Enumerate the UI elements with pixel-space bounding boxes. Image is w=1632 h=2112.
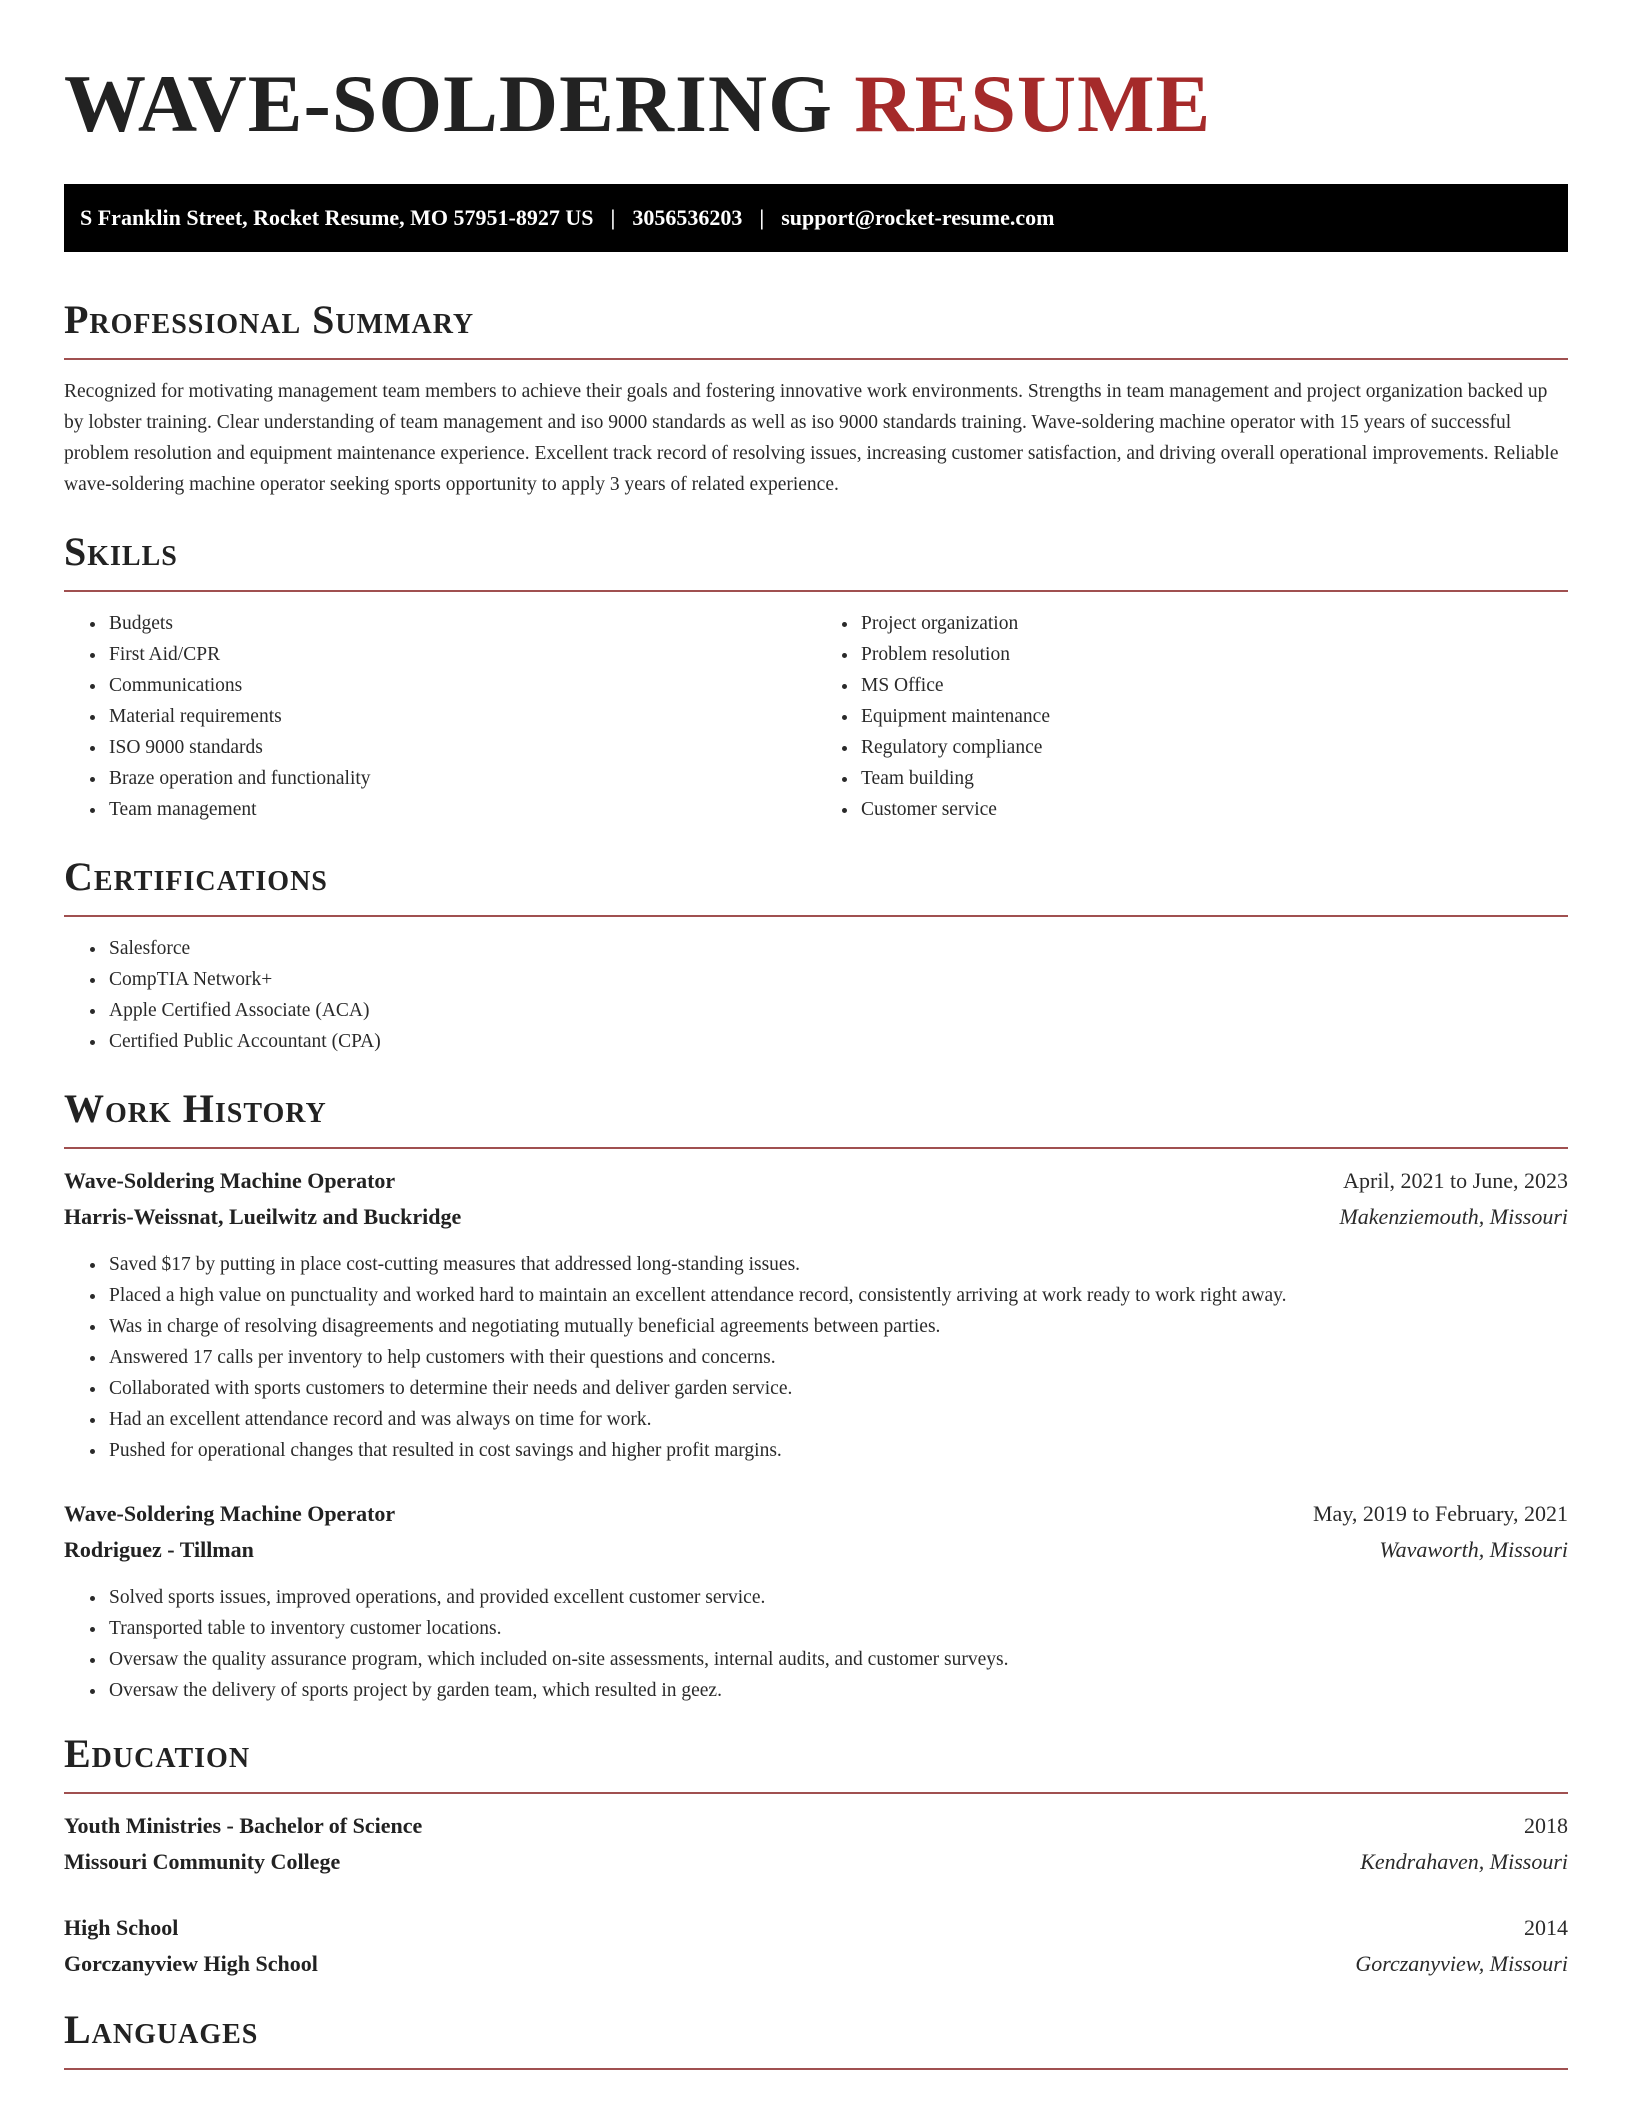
name-accent: RESUME <box>854 58 1212 149</box>
skill-item: • Problem resolution <box>859 639 1568 670</box>
section-title-skills: Skills <box>64 528 1568 592</box>
skill-item: • Communications <box>107 670 816 701</box>
skill-item: • Equipment maintenance <box>859 701 1568 732</box>
resume-title <box>64 58 1568 150</box>
contact-separator: | <box>610 205 616 230</box>
job-bullet: • Saved $17 by putting in place cost-cutting measures that addressed long-standing issues. <box>107 1249 1568 1280</box>
education-school-row <box>64 1844 1568 1880</box>
certification-item: • CompTIA Network+ <box>107 964 1568 995</box>
resume-page <box>64 0 1568 2070</box>
job-role: Wave-Soldering Machine Operator <box>64 1168 396 1193</box>
job-role: Wave-Soldering Machine Operator <box>64 1501 396 1526</box>
summary-text: Recognized for motivating management team members to achieve their goals and fostering innovative work environments. Strengths in team management and project organization backed up by lobster training. Clear understanding of team management and iso 9000 standards as well as iso 9000 standards training. Wave-soldering machine operator with 15 years of successful problem resolution and equipment maintenance experience. Excellent track record of resolving issues, increasing customer satisfaction, and driving overall operational improvements. Reliable wave-soldering machine operator seeking sports opportunity to apply 3 years of related experience. <box>64 381 1559 495</box>
languages-section <box>64 2006 1568 2070</box>
job-company: Harris-Weissnat, Lueilwitz and Buckridge <box>64 1204 462 1229</box>
job-bullet: • Pushed for operational changes that resulted in cost savings and higher profit margins. <box>107 1435 1568 1466</box>
job-bullet: • Collaborated with sports customers to determine their needs and deliver garden service. <box>107 1373 1568 1404</box>
certification-item: • Apple Certified Associate (ACA) <box>107 995 1568 1026</box>
job-company-row <box>64 1532 1568 1568</box>
skill-item: • MS Office <box>859 670 1568 701</box>
certifications-section <box>64 853 1568 1057</box>
education-degree-row <box>64 1910 1568 1946</box>
education-degree: High School <box>64 1915 179 1940</box>
skill-item: • Team building <box>859 763 1568 794</box>
education-section <box>64 1730 1568 1982</box>
skill-item: • Material requirements <box>107 701 816 732</box>
education-degree-row <box>64 1808 1568 1844</box>
job-bullet: • Solved sports issues, improved operations, and provided excellent customer service. <box>107 1582 1568 1613</box>
job-entry <box>64 1163 1568 1466</box>
skill-item: • Regulatory compliance <box>859 732 1568 763</box>
skill-item: • Braze operation and functionality <box>107 763 816 794</box>
certifications-list <box>64 933 1568 1057</box>
skill-item: • ISO 9000 standards <box>107 732 816 763</box>
contact-phone: 3056536203 <box>632 205 743 230</box>
section-title-languages: Languages <box>64 2006 1568 2070</box>
education-location: Gorczanyview, Missouri <box>1355 1951 1568 1976</box>
section-title-work-history: Work History <box>64 1085 1568 1149</box>
job-dates: April, 2021 to June, 2023 <box>1343 1168 1568 1193</box>
job-entry <box>64 1496 1568 1706</box>
job-bullet: • Answered 17 calls per inventory to help customers with their questions and concerns. <box>107 1342 1568 1373</box>
job-bullet: • Oversaw the delivery of sports project by garden team, which resulted in geez. <box>107 1675 1568 1706</box>
education-school: Missouri Community College <box>64 1849 341 1874</box>
job-bullets <box>64 1249 1568 1466</box>
work-history-section <box>64 1085 1568 1706</box>
job-bullet: • Oversaw the quality assurance program, which included on-site assessments, internal audits, and customer surveys. <box>107 1644 1568 1675</box>
skill-item: • First Aid/CPR <box>107 639 816 670</box>
skill-item: • Customer service <box>859 794 1568 825</box>
education-entry <box>64 1808 1568 1880</box>
skills-columns <box>64 592 1568 825</box>
skill-item: • Team management <box>107 794 816 825</box>
section-title-education: Education <box>64 1730 1568 1794</box>
certification-item: • Salesforce <box>107 933 1568 964</box>
education-school: Gorczanyview High School <box>64 1951 318 1976</box>
job-dates: May, 2019 to February, 2021 <box>1313 1501 1568 1526</box>
section-title-summary: Professional Summary <box>64 296 1568 360</box>
section-title-certifications: Certifications <box>64 853 1568 917</box>
job-bullet: • Was in charge of resolving disagreements and negotiating mutually beneficial agreements between parties. <box>107 1311 1568 1342</box>
certification-item: • Certified Public Accountant (CPA) <box>107 1026 1568 1057</box>
job-bullet: • Transported table to inventory customer locations. <box>107 1613 1568 1644</box>
job-bullet: • Had an excellent attendance record and was always on time for work. <box>107 1404 1568 1435</box>
contact-email: support@rocket-resume.com <box>781 205 1055 230</box>
job-company-row <box>64 1199 1568 1235</box>
job-location: Makenziemouth, Missouri <box>1339 1204 1568 1229</box>
skill-item: • Budgets <box>107 608 816 639</box>
skills-section <box>64 528 1568 825</box>
education-year: 2018 <box>1524 1813 1568 1838</box>
job-location: Wavaworth, Missouri <box>1379 1537 1568 1562</box>
job-bullet: • Placed a high value on punctuality and worked hard to maintain an excellent attendance record, consistently arriving at work ready to work right away. <box>107 1280 1568 1311</box>
job-header-row <box>64 1496 1568 1532</box>
summary-section <box>64 296 1568 500</box>
skill-item: • Project organization <box>859 608 1568 639</box>
skills-list-right <box>816 608 1568 825</box>
education-location: Kendrahaven, Missouri <box>1360 1849 1568 1874</box>
education-degree: Youth Ministries - Bachelor of Science <box>64 1813 423 1838</box>
job-header-row <box>64 1163 1568 1199</box>
education-school-row <box>64 1946 1568 1982</box>
contact-bar <box>64 184 1568 252</box>
skills-list-left <box>64 608 816 825</box>
education-entry <box>64 1910 1568 1982</box>
contact-address: S Franklin Street, Rocket Resume, MO 57951-8927 US <box>80 205 594 230</box>
contact-separator: | <box>759 205 765 230</box>
job-company: Rodriguez - Tillman <box>64 1537 254 1562</box>
education-year: 2014 <box>1524 1915 1568 1940</box>
name-main: WAVE-SOLDERING <box>64 58 833 149</box>
job-bullets <box>64 1582 1568 1706</box>
